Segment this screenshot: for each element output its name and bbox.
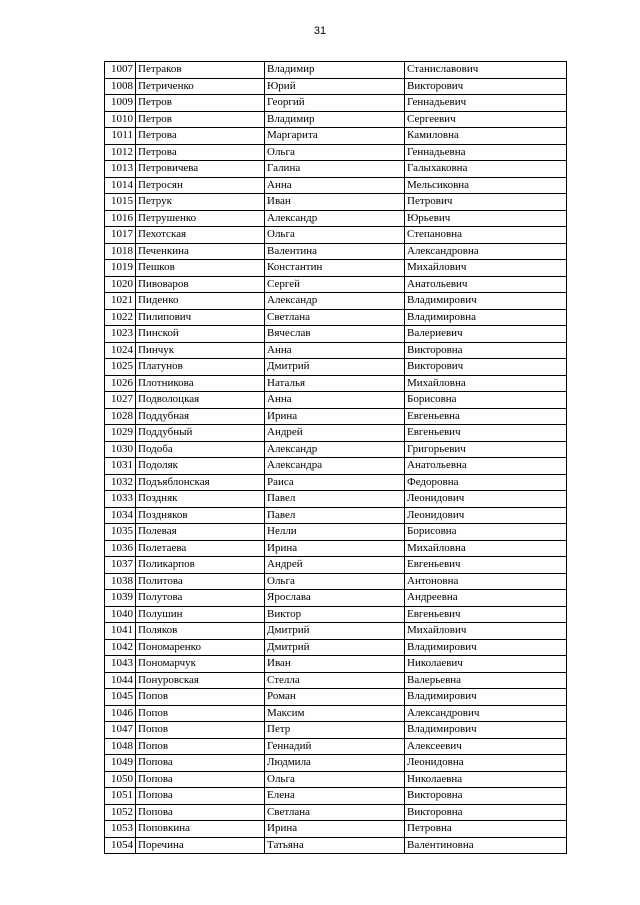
surname-cell: Поляков: [136, 623, 265, 640]
surname-cell: Попов: [136, 738, 265, 755]
names-table-body: [105, 62, 567, 854]
given-name-cell: Виктор: [265, 606, 405, 623]
patronymic-cell: Валерьевна: [405, 672, 567, 689]
patronymic-cell: Анатольевич: [405, 276, 567, 293]
given-name-cell: Вячеслав: [265, 326, 405, 343]
surname-cell: Петровичева: [136, 161, 265, 178]
row-number-cell: 1029: [105, 425, 136, 442]
patronymic-cell: Леонидович: [405, 491, 567, 508]
surname-cell: Понуровская: [136, 672, 265, 689]
patronymic-cell: Евгеньевич: [405, 425, 567, 442]
table-row: [105, 62, 567, 79]
row-number-cell: 1020: [105, 276, 136, 293]
row-number-cell: 1054: [105, 837, 136, 854]
surname-cell: Пехотская: [136, 227, 265, 244]
surname-cell: Подъяблонская: [136, 474, 265, 491]
page-number: 31: [313, 25, 327, 37]
given-name-cell: Татьяна: [265, 837, 405, 854]
table-row: [105, 425, 567, 442]
row-number-cell: 1017: [105, 227, 136, 244]
row-number-cell: 1037: [105, 557, 136, 574]
row-number-cell: 1019: [105, 260, 136, 277]
patronymic-cell: Анатольевна: [405, 458, 567, 475]
row-number-cell: 1025: [105, 359, 136, 376]
given-name-cell: Александр: [265, 210, 405, 227]
given-name-cell: Дмитрий: [265, 623, 405, 640]
surname-cell: Подоба: [136, 441, 265, 458]
surname-cell: Попов: [136, 705, 265, 722]
given-name-cell: Наталья: [265, 375, 405, 392]
patronymic-cell: Юрьевич: [405, 210, 567, 227]
given-name-cell: Стелла: [265, 672, 405, 689]
row-number-cell: 1050: [105, 771, 136, 788]
given-name-cell: Ярослава: [265, 590, 405, 607]
patronymic-cell: Борисовна: [405, 392, 567, 409]
surname-cell: Пономарчук: [136, 656, 265, 673]
patronymic-cell: Леонидовна: [405, 755, 567, 772]
patronymic-cell: Геннадьевна: [405, 144, 567, 161]
given-name-cell: Петр: [265, 722, 405, 739]
given-name-cell: Иван: [265, 194, 405, 211]
given-name-cell: Людмила: [265, 755, 405, 772]
surname-cell: Пинчук: [136, 342, 265, 359]
row-number-cell: 1031: [105, 458, 136, 475]
given-name-cell: Валентина: [265, 243, 405, 260]
patronymic-cell: Борисовна: [405, 524, 567, 541]
row-number-cell: 1030: [105, 441, 136, 458]
surname-cell: Петраков: [136, 62, 265, 79]
surname-cell: Пиденко: [136, 293, 265, 310]
patronymic-cell: Леонидович: [405, 507, 567, 524]
table-row: [105, 95, 567, 112]
row-number-cell: 1033: [105, 491, 136, 508]
given-name-cell: Юрий: [265, 78, 405, 95]
patronymic-cell: Владимирович: [405, 722, 567, 739]
table-row: [105, 144, 567, 161]
table-row: [105, 771, 567, 788]
patronymic-cell: Михайлович: [405, 623, 567, 640]
patronymic-cell: Валентиновна: [405, 837, 567, 854]
patronymic-cell: Евгеньевич: [405, 606, 567, 623]
given-name-cell: Дмитрий: [265, 639, 405, 656]
given-name-cell: Константин: [265, 260, 405, 277]
row-number-cell: 1011: [105, 128, 136, 145]
table-row: [105, 672, 567, 689]
row-number-cell: 1010: [105, 111, 136, 128]
surname-cell: Попова: [136, 771, 265, 788]
row-number-cell: 1014: [105, 177, 136, 194]
patronymic-cell: Александровна: [405, 243, 567, 260]
given-name-cell: Павел: [265, 507, 405, 524]
given-name-cell: Иван: [265, 656, 405, 673]
patronymic-cell: Владимирович: [405, 293, 567, 310]
surname-cell: Попов: [136, 689, 265, 706]
patronymic-cell: Владимирович: [405, 639, 567, 656]
table-row: [105, 243, 567, 260]
row-number-cell: 1052: [105, 804, 136, 821]
patronymic-cell: Петровна: [405, 821, 567, 838]
given-name-cell: Ирина: [265, 821, 405, 838]
patronymic-cell: Александрович: [405, 705, 567, 722]
given-name-cell: Роман: [265, 689, 405, 706]
row-number-cell: 1021: [105, 293, 136, 310]
row-number-cell: 1032: [105, 474, 136, 491]
patronymic-cell: Викторович: [405, 359, 567, 376]
given-name-cell: Геннадий: [265, 738, 405, 755]
surname-cell: Петров: [136, 111, 265, 128]
surname-cell: Петрова: [136, 128, 265, 145]
patronymic-cell: Федоровна: [405, 474, 567, 491]
surname-cell: Попова: [136, 788, 265, 805]
given-name-cell: Владимир: [265, 111, 405, 128]
surname-cell: Попова: [136, 804, 265, 821]
surname-cell: Попова: [136, 755, 265, 772]
surname-cell: Петросян: [136, 177, 265, 194]
table-row: [105, 359, 567, 376]
row-number-cell: 1034: [105, 507, 136, 524]
patronymic-cell: Владимирович: [405, 689, 567, 706]
table-row: [105, 491, 567, 508]
surname-cell: Поддубный: [136, 425, 265, 442]
row-number-cell: 1048: [105, 738, 136, 755]
row-number-cell: 1015: [105, 194, 136, 211]
given-name-cell: Ирина: [265, 540, 405, 557]
patronymic-cell: Алексеевич: [405, 738, 567, 755]
given-name-cell: Дмитрий: [265, 359, 405, 376]
given-name-cell: Александр: [265, 441, 405, 458]
table-row: [105, 623, 567, 640]
surname-cell: Петров: [136, 95, 265, 112]
row-number-cell: 1018: [105, 243, 136, 260]
surname-cell: Политова: [136, 573, 265, 590]
given-name-cell: Елена: [265, 788, 405, 805]
patronymic-cell: Николаевич: [405, 656, 567, 673]
given-name-cell: Ольга: [265, 227, 405, 244]
patronymic-cell: Викторович: [405, 78, 567, 95]
row-number-cell: 1045: [105, 689, 136, 706]
table-row: [105, 309, 567, 326]
given-name-cell: Ольга: [265, 144, 405, 161]
table-row: [105, 408, 567, 425]
given-name-cell: Андрей: [265, 557, 405, 574]
given-name-cell: Маргарита: [265, 128, 405, 145]
surname-cell: Поздняк: [136, 491, 265, 508]
given-name-cell: Александр: [265, 293, 405, 310]
patronymic-cell: Михайлович: [405, 260, 567, 277]
row-number-cell: 1023: [105, 326, 136, 343]
surname-cell: Пешков: [136, 260, 265, 277]
row-number-cell: 1027: [105, 392, 136, 409]
row-number-cell: 1009: [105, 95, 136, 112]
row-number-cell: 1053: [105, 821, 136, 838]
table-row: [105, 722, 567, 739]
table-row: [105, 540, 567, 557]
patronymic-cell: Сергеевич: [405, 111, 567, 128]
patronymic-cell: Михайловна: [405, 375, 567, 392]
surname-cell: Пинской: [136, 326, 265, 343]
table-row: [105, 194, 567, 211]
table-row: [105, 524, 567, 541]
row-number-cell: 1046: [105, 705, 136, 722]
surname-cell: Полушин: [136, 606, 265, 623]
surname-cell: Поздняков: [136, 507, 265, 524]
patronymic-cell: Степановна: [405, 227, 567, 244]
surname-cell: Поддубная: [136, 408, 265, 425]
patronymic-cell: Владимировна: [405, 309, 567, 326]
given-name-cell: Ольга: [265, 771, 405, 788]
table-row: [105, 755, 567, 772]
row-number-cell: 1012: [105, 144, 136, 161]
table-row: [105, 326, 567, 343]
row-number-cell: 1043: [105, 656, 136, 673]
patronymic-cell: Викторовна: [405, 804, 567, 821]
given-name-cell: Максим: [265, 705, 405, 722]
table-row: [105, 837, 567, 854]
given-name-cell: Анна: [265, 392, 405, 409]
row-number-cell: 1024: [105, 342, 136, 359]
surname-cell: Поликарпов: [136, 557, 265, 574]
patronymic-cell: Евгеньевич: [405, 557, 567, 574]
row-number-cell: 1007: [105, 62, 136, 79]
surname-cell: Петрова: [136, 144, 265, 161]
table-row: [105, 705, 567, 722]
table-row: [105, 210, 567, 227]
row-number-cell: 1016: [105, 210, 136, 227]
surname-cell: Подволоцкая: [136, 392, 265, 409]
surname-cell: Полевая: [136, 524, 265, 541]
row-number-cell: 1028: [105, 408, 136, 425]
table-row: [105, 639, 567, 656]
row-number-cell: 1008: [105, 78, 136, 95]
patronymic-cell: Андреевна: [405, 590, 567, 607]
patronymic-cell: Антоновна: [405, 573, 567, 590]
patronymic-cell: Михайловна: [405, 540, 567, 557]
table-row: [105, 78, 567, 95]
surname-cell: Подоляк: [136, 458, 265, 475]
given-name-cell: Галина: [265, 161, 405, 178]
table-row: [105, 161, 567, 178]
patronymic-cell: Галыхаковна: [405, 161, 567, 178]
table-row: [105, 656, 567, 673]
table-row: [105, 606, 567, 623]
table-row: [105, 689, 567, 706]
given-name-cell: Ирина: [265, 408, 405, 425]
given-name-cell: Ольга: [265, 573, 405, 590]
table-row: [105, 392, 567, 409]
row-number-cell: 1035: [105, 524, 136, 541]
surname-cell: Петрушенко: [136, 210, 265, 227]
given-name-cell: Сергей: [265, 276, 405, 293]
surname-cell: Печенкина: [136, 243, 265, 260]
surname-cell: Пономаренко: [136, 639, 265, 656]
given-name-cell: Нелли: [265, 524, 405, 541]
patronymic-cell: Геннадьевич: [405, 95, 567, 112]
patronymic-cell: Петрович: [405, 194, 567, 211]
row-number-cell: 1047: [105, 722, 136, 739]
table-row: [105, 441, 567, 458]
patronymic-cell: Станиславович: [405, 62, 567, 79]
row-number-cell: 1049: [105, 755, 136, 772]
table-row: [105, 177, 567, 194]
row-number-cell: 1026: [105, 375, 136, 392]
surname-cell: Поповкина: [136, 821, 265, 838]
row-number-cell: 1038: [105, 573, 136, 590]
given-name-cell: Павел: [265, 491, 405, 508]
table-row: [105, 260, 567, 277]
surname-cell: Платунов: [136, 359, 265, 376]
given-name-cell: Светлана: [265, 804, 405, 821]
row-number-cell: 1013: [105, 161, 136, 178]
surname-cell: Попов: [136, 722, 265, 739]
surname-cell: Петрук: [136, 194, 265, 211]
names-table: [104, 61, 567, 854]
table-row: [105, 342, 567, 359]
table-row: [105, 738, 567, 755]
table-row: [105, 276, 567, 293]
row-number-cell: 1051: [105, 788, 136, 805]
table-row: [105, 227, 567, 244]
surname-cell: Полутова: [136, 590, 265, 607]
surname-cell: Пилипович: [136, 309, 265, 326]
row-number-cell: 1042: [105, 639, 136, 656]
surname-cell: Плотникова: [136, 375, 265, 392]
given-name-cell: Владимир: [265, 62, 405, 79]
row-number-cell: 1022: [105, 309, 136, 326]
surname-cell: Поречина: [136, 837, 265, 854]
given-name-cell: Светлана: [265, 309, 405, 326]
table-row: [105, 804, 567, 821]
table-row: [105, 474, 567, 491]
patronymic-cell: Камиловна: [405, 128, 567, 145]
given-name-cell: Андрей: [265, 425, 405, 442]
table-row: [105, 293, 567, 310]
patronymic-cell: Викторовна: [405, 342, 567, 359]
given-name-cell: Георгий: [265, 95, 405, 112]
row-number-cell: 1044: [105, 672, 136, 689]
surname-cell: Петриченко: [136, 78, 265, 95]
patronymic-cell: Григорьевич: [405, 441, 567, 458]
given-name-cell: Александра: [265, 458, 405, 475]
row-number-cell: 1039: [105, 590, 136, 607]
table-row: [105, 821, 567, 838]
surname-cell: Пивоваров: [136, 276, 265, 293]
row-number-cell: 1036: [105, 540, 136, 557]
table-row: [105, 788, 567, 805]
table-row: [105, 128, 567, 145]
row-number-cell: 1040: [105, 606, 136, 623]
patronymic-cell: Викторовна: [405, 788, 567, 805]
surname-cell: Полетаева: [136, 540, 265, 557]
table-row: [105, 557, 567, 574]
patronymic-cell: Мельсиковна: [405, 177, 567, 194]
patronymic-cell: Евгеньевна: [405, 408, 567, 425]
table-row: [105, 111, 567, 128]
table-row: [105, 458, 567, 475]
row-number-cell: 1041: [105, 623, 136, 640]
given-name-cell: Раиса: [265, 474, 405, 491]
patronymic-cell: Николаевна: [405, 771, 567, 788]
table-row: [105, 590, 567, 607]
table-row: [105, 573, 567, 590]
patronymic-cell: Валериевич: [405, 326, 567, 343]
given-name-cell: Анна: [265, 177, 405, 194]
table-row: [105, 507, 567, 524]
given-name-cell: Анна: [265, 342, 405, 359]
table-row: [105, 375, 567, 392]
